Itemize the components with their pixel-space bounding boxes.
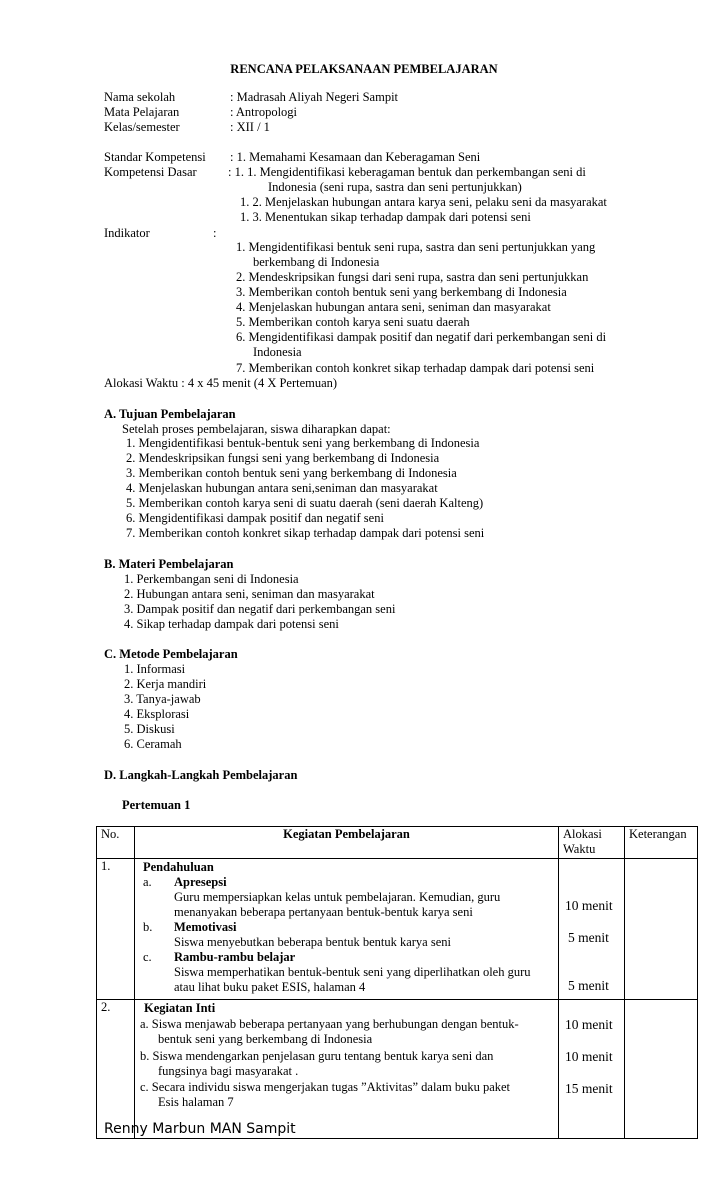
indikator-line: 3. Memberikan contoh bentuk seni yang berkembang di Indonesia <box>236 285 567 299</box>
section-b-item: 1. Perkembangan seni di Indonesia <box>124 572 299 586</box>
item-text: atau lihat buku paket ESIS, halaman 4 <box>174 980 366 994</box>
item-text: fungsinya bagi masyarakat . <box>158 1064 299 1078</box>
section-a-item: 2. Mendeskripsikan fungsi seni yang berkembang di Indonesia <box>126 451 440 465</box>
label-nama-sekolah: Nama sekolah <box>104 90 176 104</box>
item-text: Esis halaman 7 <box>158 1095 234 1109</box>
time-value: 5 menit <box>568 978 609 993</box>
pertemuan-label: Pertemuan 1 <box>122 798 191 812</box>
item-text: b. Siswa mendengarkan penjelasan guru tentang bentuk karya seni dan <box>140 1049 494 1063</box>
item-text: a. Siswa menjawab beberapa pertanyaan yang berhubungan dengan bentuk- <box>140 1017 519 1031</box>
row-activity <box>135 859 559 1000</box>
table-row <box>97 859 698 1000</box>
section-c-item: 3. Tanya-jawab <box>124 692 201 706</box>
item-letter: a. <box>143 875 152 889</box>
section-a-item: 5. Memberikan contoh karya seni di suatu daerah (seni daerah Kalteng) <box>126 496 484 510</box>
header-keterangan: Keterangan <box>625 827 698 859</box>
indikator-line: 6. Mengidentifikasi dampak positif dan negatif dari perkembangan seni di <box>236 330 607 344</box>
section-b-item: 2. Hubungan antara seni, seniman dan masyarakat <box>124 587 375 601</box>
row-time <box>559 1000 625 1139</box>
value-nama-sekolah: : Madrasah Aliyah Negeri Sampit <box>230 90 399 104</box>
indikator-line: 7. Memberikan contoh konkret sikap terhadap dampak dari potensi seni <box>236 361 595 375</box>
section-c-item: 1. Informasi <box>124 662 186 676</box>
label-indikator: Indikator <box>104 226 150 240</box>
header-alokasi-line1: Alokasi <box>563 827 602 841</box>
item-text: Guru mempersiapkan kelas untuk pembelajaran. Kemudian, guru <box>174 890 501 904</box>
indikator-line: 1. Mengidentifikasi bentuk seni rupa, sastra dan seni pertunjukkan yang <box>236 240 596 254</box>
header-alokasi-line2: Waktu <box>563 842 596 856</box>
row-time <box>559 859 625 1000</box>
item-text: c. Secara individu siswa mengerjakan tugas ”Aktivitas” dalam buku paket <box>140 1080 511 1094</box>
activity-title: Kegiatan Inti <box>144 1001 216 1015</box>
section-c-item: 5. Diskusi <box>124 722 175 736</box>
item-letter: b. <box>143 920 153 934</box>
label-kelas-semester: Kelas/semester <box>104 120 180 134</box>
section-a-intro: Setelah proses pembelajaran, siswa diharapkan dapat: <box>122 422 391 436</box>
row-number: 2. <box>97 1000 135 1139</box>
label-standar-kompetensi: Standar Kompetensi <box>104 150 206 164</box>
section-c-item: 2. Kerja mandiri <box>124 677 207 691</box>
item-text: bentuk seni yang berkembang di Indonesia <box>158 1032 373 1046</box>
item-letter: c. <box>143 950 152 964</box>
row-activity <box>135 1000 559 1139</box>
section-d-heading: D. Langkah-Langkah Pembelajaran <box>104 768 298 782</box>
label-mata-pelajaran: Mata Pelajaran <box>104 105 180 119</box>
indikator-colon: : <box>213 226 217 240</box>
kd-line: Indonesia (seni rupa, sastra dan seni pertunjukkan) <box>268 180 522 194</box>
section-c-heading: C. Metode Pembelajaran <box>104 647 238 661</box>
row-number: 1. <box>97 859 135 1000</box>
page-title: RENCANA PELAKSANAAN PEMBELAJARAN <box>230 62 498 76</box>
time-value: 10 menit <box>565 1017 613 1032</box>
value-standar-kompetensi: : 1. Memahami Kesamaan dan Keberagaman Seni <box>230 150 481 164</box>
time-value: 5 menit <box>568 930 609 945</box>
header-kegiatan: Kegiatan Pembelajaran <box>135 827 559 859</box>
section-a-item: 6. Mengidentifikasi dampak positif dan negatif seni <box>126 511 384 525</box>
value-mata-pelajaran: : Antropologi <box>230 105 298 119</box>
section-b-item: 4. Sikap terhadap dampak dari potensi seni <box>124 617 339 631</box>
header-alokasi <box>559 827 625 859</box>
item-title: Memotivasi <box>174 920 237 934</box>
item-text: Siswa memperhatikan bentuk-bentuk seni yang diperlihatkan oleh guru <box>174 965 531 979</box>
time-value: 15 menit <box>565 1081 613 1096</box>
row-keterangan <box>625 859 698 1000</box>
section-a-heading: A. Tujuan Pembelajaran <box>104 407 236 421</box>
section-a-item: 7. Memberikan contoh konkret sikap terhadap dampak dari potensi seni <box>126 526 485 540</box>
item-title: Apresepsi <box>174 875 227 889</box>
indikator-line: berkembang di Indonesia <box>253 255 380 269</box>
alokasi-waktu: Alokasi Waktu : 4 x 45 menit (4 X Pertemuan) <box>104 376 338 390</box>
time-value: 10 menit <box>565 1049 613 1064</box>
item-text: menanyakan beberapa pertanyaan bentuk-bentuk karya seni <box>174 905 473 919</box>
indikator-line: 2. Mendeskripsikan fungsi dari seni rupa, sastra dan seni pertunjukkan <box>236 270 589 284</box>
activity-title: Pendahuluan <box>143 860 214 874</box>
section-a-item: 4. Menjelaskan hubungan antara seni,seniman dan masyarakat <box>126 481 438 495</box>
section-b-heading: B. Materi Pembelajaran <box>104 557 234 571</box>
kd-line: 1. 2. Menjelaskan hubungan antara karya seni, pelaku seni da masyarakat <box>240 195 607 209</box>
header-no: No. <box>97 827 135 859</box>
kd-line: : 1. 1. Mengidentifikasi keberagaman bentuk dan perkembangan seni di <box>228 165 586 179</box>
kd-line: 1. 3. Menentukan sikap terhadap dampak dari potensi seni <box>240 210 531 224</box>
indikator-line: 5. Memberikan contoh karya seni suatu daerah <box>236 315 470 329</box>
item-text: Siswa menyebutkan beberapa bentuk bentuk karya seni <box>174 935 451 949</box>
table-header-row <box>97 827 698 859</box>
section-a-item: 1. Mengidentifikasi bentuk-bentuk seni yang berkembang di Indonesia <box>126 436 480 450</box>
time-value: 10 menit <box>565 898 613 913</box>
indikator-line: Indonesia <box>253 345 302 359</box>
section-a-item: 3. Memberikan contoh bentuk seni yang berkembang di Indonesia <box>126 466 457 480</box>
indikator-line: 4. Menjelaskan hubungan antara seni, seniman dan masyarakat <box>236 300 551 314</box>
section-b-item: 3. Dampak positif dan negatif dari perkembangan seni <box>124 602 396 616</box>
page-footer: Renny Marbun MAN Sampit <box>104 1121 296 1137</box>
table-row <box>97 1000 698 1139</box>
value-kelas-semester: : XII / 1 <box>230 120 270 134</box>
row-keterangan <box>625 1000 698 1139</box>
item-title: Rambu-rambu belajar <box>174 950 296 964</box>
section-c-item: 4. Eksplorasi <box>124 707 190 721</box>
label-kompetensi-dasar: Kompetensi Dasar <box>104 165 197 179</box>
section-c-item: 6. Ceramah <box>124 737 182 751</box>
langkah-table <box>96 826 698 1139</box>
